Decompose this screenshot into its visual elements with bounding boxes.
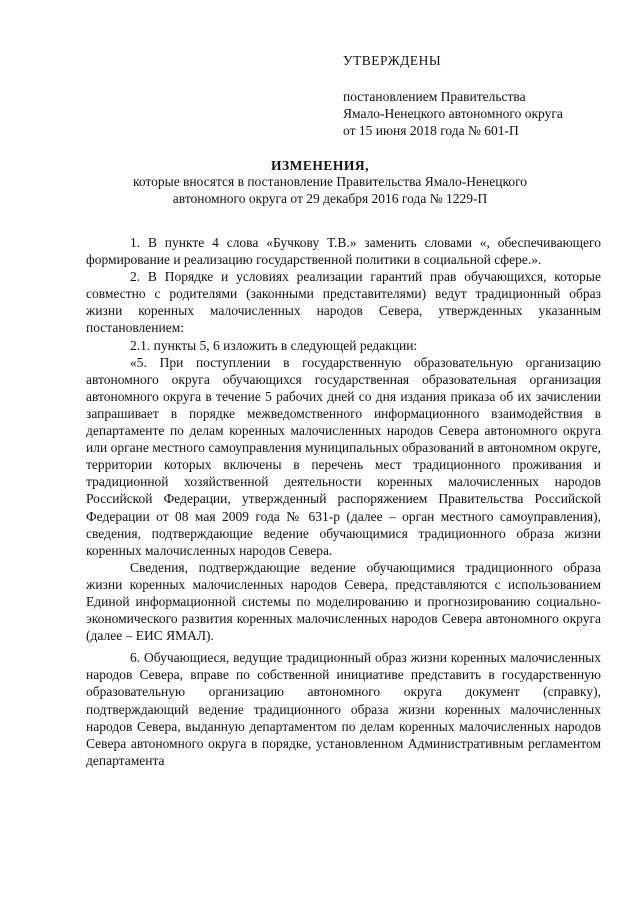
paragraph-1: 1. В пункте 4 слова «Бучкову Т.В.» заменить словами «, обеспечивающего формирование и реализацию государственной политики в социальной сфере.». — [86, 235, 601, 268]
approval-stamp — [343, 52, 633, 139]
paragraph-6: 6. Обучающиеся, ведущие традиционный образ жизни коренных малочисленных народов Севера, вправе по собственной инициативе представить в государственную образовательную организацию автономного округа документ (справку), подтверждающий ведение традиционного образа жизни коренных малочисленных народов Севера, выданную департаментом по делам коренных малочисленных народов Севера автономного округа в порядке, установленном Административным регламентом департамента — [86, 650, 601, 768]
approval-line-1: постановлением Правительства — [343, 89, 526, 104]
document-body — [86, 234, 601, 769]
paragraph-2: 2. В Порядке и условиях реализации гарантий прав обучающихся, которые совместно с родителями (законными представителями) ведут традиционный образ жизни коренных малочисленных народов Севера, утвержденных указанным постановлением: — [86, 269, 601, 336]
approval-line-2: Ямало-Ненецкого автономного округа — [343, 106, 563, 121]
approval-heading: УТВЕРЖДЕНЫ — [343, 53, 442, 68]
paragraph-5: «5. При поступлении в государственную образовательную организацию автономного округа обучающихся государственная образовательная организация автономного округа в течение 5 рабочих дней со дня издания приказа об их зачислении запрашивает в порядке межведомственного информационного взаимодействия в департаменте по делам коренных малочисленных народов Севера автономного округа или органе местного самоуправления муниципальных образований в автономном округе, территории которых включены в перечень мест традиционного проживания и традиционной хозяйственной деятельности коренных малочисленных народов Российской Федерации, утвержденный распоряжением Правительства Российской Федерации от 08 мая 2009 года № 631-р (далее – орган местного самоуправления), сведения, подтверждающие ведение обучающимися традиционного образа жизни коренных малочисленных народов Севера. — [86, 354, 601, 558]
approval-line-3: от 15 июня 2018 года № 601-П — [343, 123, 519, 138]
paragraph-2-1: 2.1. пункты 5, 6 изложить в следующей редакции: — [130, 337, 418, 353]
document-title: ИЗМЕНЕНИЯ, — [270, 158, 369, 173]
paragraph-info: Сведения, подтверждающие ведение обучающимися традиционного образа жизни коренных малочисленных народов Севера, представляются с использованием Единой информационной системы по моделированию и прогнозированию социально-экономического развития коренных малочисленных народов Севера автономного округа (далее – ЕИС ЯМАЛ). — [86, 559, 601, 644]
document-subtitle: которые вносятся в постановление Правительства Ямало-Ненецкого автономного округа от 29 декабря 2016 года № 1229-П — [132, 174, 528, 206]
